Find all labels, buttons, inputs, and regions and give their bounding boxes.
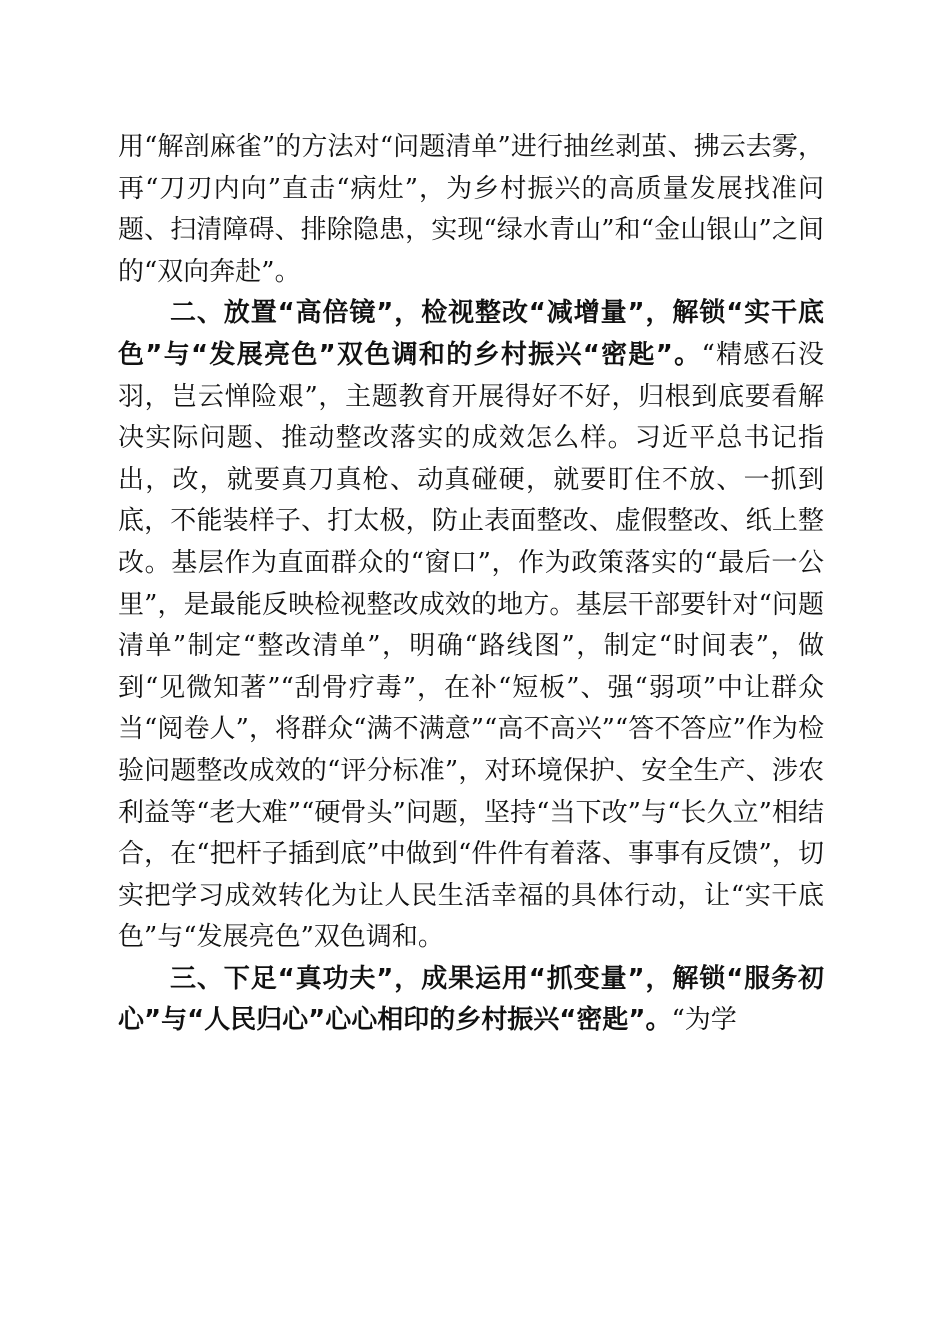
paragraph-2-text: “精感石没羽，岂云惮险艰”，主题教育开展得好不好，归根到底要看解决实际问题、推动整改落实的成效怎么样。习近平总书记指出，改，就要真刀真枪、动真碰硬，就要盯住不放、一抓到底，不能装样子、打太极，防止表面整改、虚假整改、纸上整改。基层作为直面群众的“窗口”，作为政策落实的“最后一公里”，是最能反映检视整改成效的地方。基层干部要针对“问题清单”制定“整改清单”，明确“路线图”，制定“时间表”，做到“见微知著”“刮骨疗毒”，在补“短板”、强“弱项”中让群众当“阅卷人”，将群众“满不满意”“高不高兴”“答不答应”作为检验问题整改成效的“评分标准”，对环境保护、安全生产、涉农利益等“老大难”“硬骨头”问题，坚持“当下改”与“长久立”相结合，在“把杆子插到底”中做到“件件有着落、事事有反馈”，切实把学习成效转化为让人民生活幸福的具体行动，让“实干底色”与“发展亮色”双色调和。 [118, 339, 824, 953]
paragraph-3-text: “为学 [671, 1005, 737, 1036]
document-page [118, 127, 824, 1042]
paragraph-1-text: 用“解剖麻雀”的方法对“问题清单”进行抽丝剥茧、拂云去雾，再“刀刃内向”直击“病灶”，为乡村振兴的高质量发展找准问题、扫清障碍、排除隐患，实现“绿水青山”和“金山银山”之间的“双向奔赴”。 [118, 132, 824, 287]
paragraph-2 [118, 293, 824, 959]
paragraph-1 [118, 127, 824, 293]
paragraph-3 [118, 959, 824, 1042]
section-3-heading: 三、下足“真功夫”，成果运用“抓变量”，解锁“服务初心”与“人民归心”心心相印的乡村振兴“密匙”。 [118, 963, 824, 1036]
section-2-heading: 二、放置“高倍镜”，检视整改“减增量”，解锁“实干底色”与“发展亮色”双色调和的乡村振兴“密匙”。 [118, 298, 824, 370]
